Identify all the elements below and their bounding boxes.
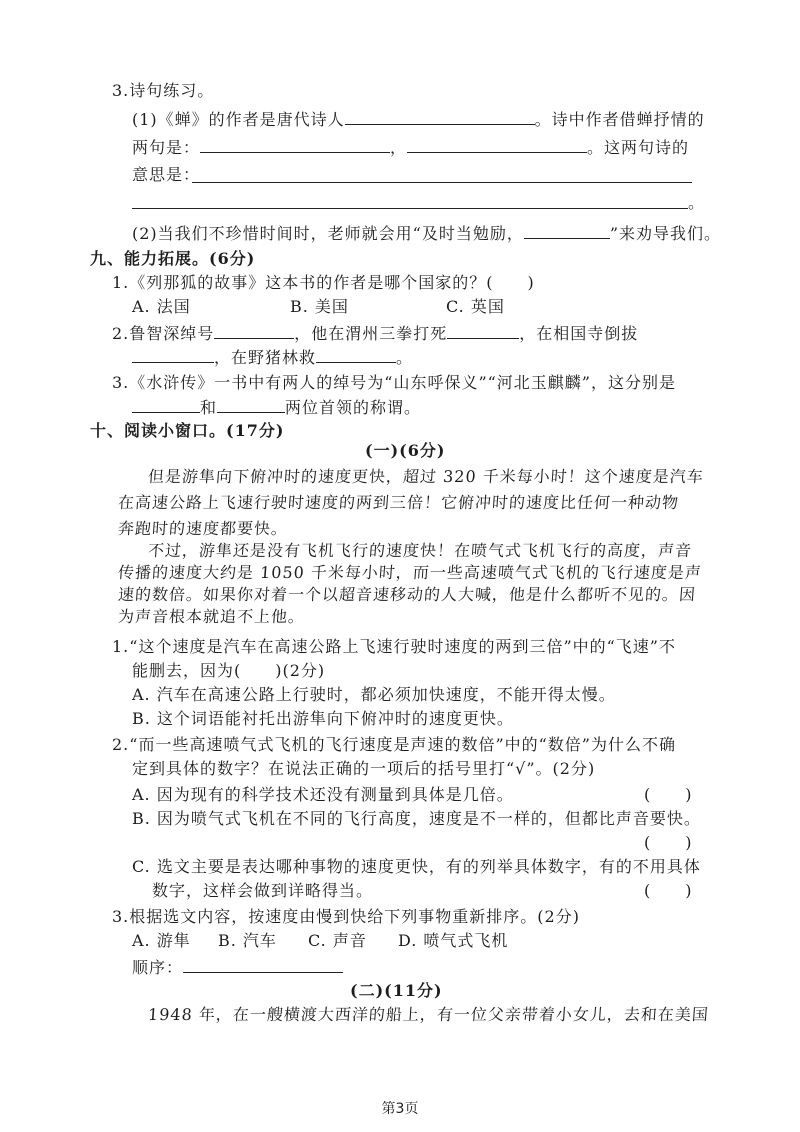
q3-line1 [132, 108, 705, 131]
r3-order-label: 顺序： [132, 958, 184, 977]
r2-paren-a[interactable]: ( ) [644, 785, 693, 804]
blank-leader-1[interactable] [132, 396, 200, 413]
q3-l1b: 。诗中作者借蝉抒情的 [534, 110, 705, 129]
s9-q1-opt-b[interactable]: B. 美国 [290, 297, 349, 316]
p1-line1: 但是游隼向下俯冲时的速度更快，超过 320 千米每小时！这个速度是汽车 [147, 467, 705, 486]
blank-verse-2[interactable] [407, 136, 587, 153]
blank-saved[interactable] [316, 346, 396, 363]
r3-question: 3.根据选文内容，按速度由慢到快给下列事物重新排序。(2分) [112, 907, 580, 926]
p2-line4: 为声音根本就追不上他。 [117, 607, 306, 626]
r2-line1: 2.“而一些高速喷气式飞机的飞行速度是声速的数倍”中的“数倍”为什么不确 [112, 735, 676, 754]
s9-q2e: 。 [396, 348, 414, 367]
page-number: 第3页 [381, 1101, 419, 1117]
p2-line1: 不过，游隼还是没有飞机飞行的速度快！在喷气式飞机飞行的高度，声音 [147, 541, 693, 560]
q3-l2a: 两句是： [132, 138, 201, 157]
r2-opt-a: A. 因为现有的科学技术还没有测量到具体是几倍。 [132, 785, 514, 804]
r2-opt-b: B. 因为喷气式飞机在不同的飞行高度，速度是不一样的，但都比声音要快。 [132, 809, 701, 828]
s10-title: 十、阅读小窗口。(17分) [90, 421, 285, 440]
r3-opt-d: D. 喷气式飞机 [398, 931, 509, 950]
q3-l1a: (1)《蝉》的作者是唐代诗人 [132, 110, 345, 129]
s9-q2-line2 [132, 346, 413, 369]
s9-q3-line2 [132, 396, 421, 419]
s9-q1-opt-a[interactable]: A. 法国 [132, 297, 191, 316]
q3-line3 [132, 164, 200, 186]
part2-title: (二)(11分) [350, 981, 443, 1000]
blank-poet[interactable] [345, 108, 535, 125]
r1-opt-a[interactable]: A. 汽车在高速公路上行驶时，都必须加快速度，不能开得太慢。 [132, 685, 616, 704]
r2-paren-c[interactable]: ( ) [644, 881, 693, 900]
q3-l4end: 。 [688, 193, 706, 212]
q3-l3a: 意思是： [132, 165, 201, 184]
s9-title: 九、能力拓展。(6分) [90, 249, 256, 268]
q3-l2c: 。这两句诗的 [587, 138, 690, 157]
p3-line1: 1948 年，在一艘横渡大西洋的船上，有一位父亲带着小女儿，去和在美国 [147, 1005, 710, 1024]
s9-q2d: ，在野猪林救 [214, 348, 317, 367]
p1-line2: 在高速公路上飞速行驶时速度的两到三倍！它俯冲时的速度比任何一种动物 [117, 493, 680, 512]
q3-line2 [132, 136, 689, 159]
q3-l2b: ， [390, 138, 408, 157]
r2-line2: 定到具体的数字？在说法正确的一项后的括号里打“√”。(2分) [132, 759, 596, 778]
blank-order[interactable] [183, 956, 343, 973]
r2-opt-c1: C. 选文主要是表达哪种事物的速度更快，有的列举具体数字，有的不用具体 [132, 857, 701, 876]
r3-opt-b: B. 汽车 [218, 931, 277, 950]
r1-opt-b[interactable]: B. 这个词语能衬托出游隼向下俯冲时的速度更快。 [132, 709, 514, 728]
q3-l5a: (2)当我们不珍惜时间时，老师就会用“及时当勉励， [132, 224, 524, 243]
s9-q3b: 和 [200, 398, 218, 417]
r1-line1: 1.“这个速度是汽车在高速公路上飞速行驶时速度的两到三倍”中的“飞速”不 [112, 637, 676, 656]
blank-leader-2[interactable] [217, 396, 285, 413]
blank-nickname[interactable] [214, 322, 294, 339]
r3-opt-a: A. 游隼 [132, 931, 191, 950]
r3-order-line [132, 956, 343, 979]
p1-line3: 奔跑时的速度都要快。 [117, 519, 289, 538]
q3-l5b: ”来劝导我们。 [609, 224, 722, 243]
s9-q2b: ，他在渭州三拳打死 [294, 324, 448, 343]
s9-q2a: 2.鲁智深绰号 [112, 324, 215, 343]
p2-line2: 传播的速度大约是 1050 千米每小时，而一些高速喷气式飞机的飞行速度是声 [117, 563, 703, 582]
q3-line5 [132, 222, 721, 245]
s9-q3-line1: 3.《水浒传》一书中有两人的绰号为“山东呼保义”“河北玉麒麟”，这分别是 [112, 373, 676, 392]
r1-line2: 能删去，因为( )(2分) [132, 661, 326, 680]
s9-q2c: ，在相国寺倒拔 [519, 324, 639, 343]
p2-line3: 速的数倍。如果你对着一个以超音速移动的人大喊，他是什么都听不见的。因 [117, 585, 697, 604]
blank-killed[interactable] [447, 322, 519, 339]
s9-q3c: 两位首领的称谓。 [285, 398, 422, 417]
s9-q1-opt-c[interactable]: C. 英国 [446, 297, 505, 316]
blank-meaning-1[interactable] [192, 182, 692, 183]
r3-opt-c: C. 声音 [308, 931, 367, 950]
blank-proverb[interactable] [524, 222, 610, 239]
part1-title: (一)(6分) [365, 441, 446, 460]
r2-opt-c2: 数字，这样会做到详略得当。 [152, 881, 374, 900]
blank-uprooted[interactable] [132, 346, 214, 363]
blank-verse-1[interactable] [200, 136, 390, 153]
q3-title: 3.诗句练习。 [112, 81, 215, 100]
s9-q2-line1 [112, 322, 638, 345]
r2-paren-b[interactable]: ( ) [644, 833, 693, 852]
blank-meaning-2[interactable] [132, 208, 688, 209]
s9-q1: 1.《列那狐的故事》这本书的作者是哪个国家的？( ) [112, 273, 535, 292]
